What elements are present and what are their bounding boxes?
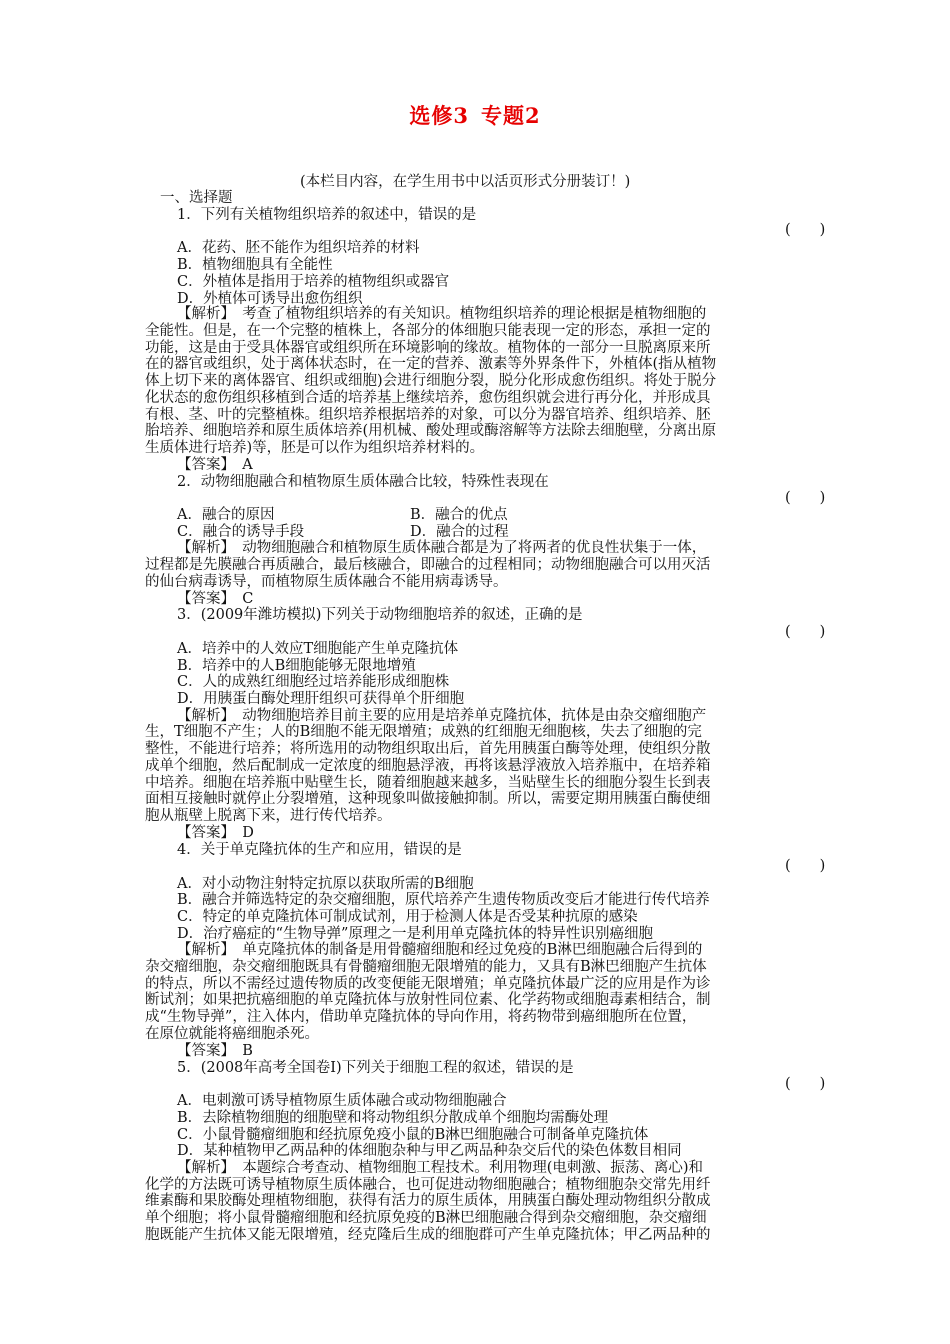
answer-line: 【答案】 C — [177, 591, 254, 607]
analysis-line: 的仙台病毒诱导，而植物原生质体融合不能用病毒诱导。 — [145, 574, 508, 590]
answer-line: 【答案】 A — [177, 457, 253, 473]
analysis-line: 【解析】 动物细胞融合和植物原生质体融合都是为了将两者的优良性状集于一体， — [177, 540, 707, 556]
section-heading: 一、选择题 — [160, 190, 233, 206]
analysis-line: 维素酶和果胶酶处理植物细胞，获得有活力的原生质体，用胰蛋白酶处理动物组织分散成 — [145, 1193, 711, 1209]
analysis-line: 面相互接触时就停止分裂增殖，这种现象叫做接触抑制。所以，需要定期用胰蛋白酶使细 — [145, 791, 711, 807]
analysis-line: 成单个细胞，然后配制成一定浓度的细胞悬浮液，再将该悬浮液放入培养瓶中，在培养箱 — [145, 758, 711, 774]
option: C．特定的单克隆抗体可制成试剂，用于检测人体是否受某种抗原的感染 — [177, 909, 638, 925]
page-title — [0, 100, 950, 130]
analysis-line: 【解析】 考查了植物组织培养的有关知识。植物组织培养的理论根据是植物细胞的 — [177, 306, 707, 322]
option: B．融合的优点 — [410, 507, 508, 523]
option: A．融合的原因 — [177, 507, 275, 523]
analysis-line: 的特点，所以不需经过遗传物质的改变便能无限增殖；单克隆抗体最广泛的应用是作为诊 — [145, 976, 711, 992]
option: C．外植体是指用于培养的植物组织或器官 — [177, 274, 450, 290]
answer-blank-2: ( ) — [785, 490, 826, 506]
answer-line: 【答案】 D — [177, 825, 254, 841]
answer-blank-4: ( ) — [785, 858, 826, 874]
analysis-line: 有根、茎、叶的完整植株。组织培养根据培养的对象，可以分为器官培养、组织培养、胚 — [145, 407, 711, 423]
option: B．植物细胞具有全能性 — [177, 257, 333, 273]
analysis-line: 生质体进行培养)等，胚是可以作为组织培养材料的。 — [145, 440, 485, 456]
question-stem-4: 4．关于单克隆抗体的生产和应用，错误的是 — [177, 842, 462, 858]
analysis-line: 化学的方法既可诱导植物原生质体融合，也可促进动物细胞融合；植物细胞杂交常先用纤 — [145, 1177, 711, 1193]
question-stem-3: 3．(2009年潍坊模拟)下列关于动物细胞培养的叙述，正确的是 — [177, 607, 583, 623]
question-stem-2: 2．动物细胞融合和植物原生质体融合比较，特殊性表现在 — [177, 474, 549, 490]
option: C．小鼠骨髓瘤细胞和经抗原免疫小鼠的B淋巴细胞融合可制备单克隆抗体 — [177, 1127, 649, 1143]
title-part-2: 专题2 — [481, 103, 541, 128]
analysis-line: 过程都是先膜融合再质融合，最后核融合，即融合的过程相同；动物细胞融合可以用灭活 — [145, 557, 711, 573]
answer-blank-5: ( ) — [785, 1076, 826, 1092]
analysis-line: 整性，不能进行培养；将所选用的动物组织取出后，首先用胰蛋白酶等处理，使组织分散 — [145, 741, 711, 757]
analysis-line: 体上切下来的离体器官、组织或细胞)会进行细胞分裂，脱分化形成愈伤组织。将处于脱分 — [145, 373, 717, 389]
option: D．外植体可诱导出愈伤组织 — [177, 291, 363, 307]
option: A．对小动物注射特定抗原以获取所需的B细胞 — [177, 876, 474, 892]
analysis-line: 胞从瓶壁上脱离下来，进行传代培养。 — [145, 808, 392, 824]
option: C．人的成熟红细胞经过培养能形成细胞株 — [177, 674, 450, 690]
analysis-line: 功能，这是由于受具体器官或组织所在环境影响的缘故。植物体的一部分一旦脱离原来所 — [145, 340, 711, 356]
option: B．培养中的人B细胞能够无限地增殖 — [177, 658, 416, 674]
answer-blank-3: ( ) — [785, 624, 826, 640]
analysis-line: 全能性。但是，在一个完整的植株上，各部分的体细胞只能表现一定的形态，承担一定的 — [145, 323, 711, 339]
analysis-line: 【解析】 动物细胞培养目前主要的应用是培养单克隆抗体，抗体是由杂交瘤细胞产 — [177, 708, 707, 724]
analysis-line: 成“生物导弹”，注入体内，借助单克隆抗体的导向作用，将药物带到癌细胞所在位置， — [145, 1009, 697, 1025]
analysis-line: 杂交瘤细胞，杂交瘤细胞既具有骨髓瘤细胞无限增殖的能力，又具有B淋巴细胞产生抗体 — [145, 959, 707, 975]
option: B．去除植物细胞的细胞壁和将动物组织分散成单个细胞均需酶处理 — [177, 1110, 609, 1126]
analysis-line: 单个细胞；将小鼠骨髓瘤细胞和经抗原免疫的B淋巴细胞融合得到杂交瘤细胞，杂交瘤细 — [145, 1210, 707, 1226]
analysis-line: 化状态的愈伤组织移植到合适的培养基上继续培养，愈伤组织就会进行再分化，并形成具 — [145, 390, 711, 406]
answer-line: 【答案】 B — [177, 1043, 253, 1059]
option: A．花药、胚不能作为组织培养的材料 — [177, 240, 420, 256]
option: B．融合并筛选特定的杂交瘤细胞，原代培养产生遗传物质改变后才能进行传代培养 — [177, 892, 710, 908]
answer-blank-1: ( ) — [785, 222, 826, 238]
option: A．电刺激可诱导植物原生质体融合或动物细胞融合 — [177, 1093, 507, 1109]
analysis-line: 胞既能产生抗体又能无限增殖，经克隆后生成的细胞群可产生单克隆抗体；甲乙两品种的 — [145, 1227, 711, 1243]
option: D．某种植物甲乙两品种的体细胞杂种与甲乙两品种杂交后代的染色体数目相同 — [177, 1143, 682, 1159]
analysis-line: 中培养。细胞在培养瓶中贴壁生长，随着细胞越来越多，当贴壁生长的细胞分裂生长到表 — [145, 775, 711, 791]
analysis-line: 胎培养、细胞培养和原生质体培养(用机械、酸处理或酶溶解等方法除去细胞壁，分离出原 — [145, 423, 717, 439]
option: A．培养中的人效应T细胞能产生单克隆抗体 — [177, 641, 459, 657]
analysis-line: 【解析】 本题综合考查动、植物细胞工程技术。利用物理(电刺激、振荡、离心)和 — [177, 1160, 704, 1176]
option: D．治疗癌症的“生物导弹”原理之一是利用单克隆抗体的特异性识别癌细胞 — [177, 926, 653, 942]
analysis-line: 生，T细胞不产生；人的B细胞不能无限增殖；成熟的红细胞无细胞核，失去了细胞的完 — [145, 724, 702, 740]
analysis-line: 【解析】 单克隆抗体的制备是用骨髓瘤细胞和经过免疫的B淋巴细胞融合后得到的 — [177, 942, 703, 958]
option: C．融合的诱导手段 — [177, 524, 305, 540]
option: D．融合的过程 — [410, 524, 509, 540]
binding-note: (本栏目内容，在学生用书中以活页形式分册装订！) — [300, 174, 631, 190]
question-stem-5: 5．(2008年高考全国卷Ⅰ)下列关于细胞工程的叙述，错误的是 — [177, 1060, 574, 1076]
title-part-1: 选修3 — [409, 103, 469, 128]
question-stem-1: 1．下列有关植物组织培养的叙述中，错误的是 — [177, 207, 477, 223]
analysis-line: 在原位就能将癌细胞杀死。 — [145, 1026, 319, 1042]
analysis-line: 断试剂；如果把抗癌细胞的单克隆抗体与放射性同位素、化学药物或细胞毒素相结合，制 — [145, 992, 711, 1008]
analysis-line: 在的器官或组织，处于离体状态时，在一定的营养、激素等外界条件下，外植体(指从植物 — [145, 356, 717, 372]
option: D．用胰蛋白酶处理肝组织可获得单个肝细胞 — [177, 691, 465, 707]
